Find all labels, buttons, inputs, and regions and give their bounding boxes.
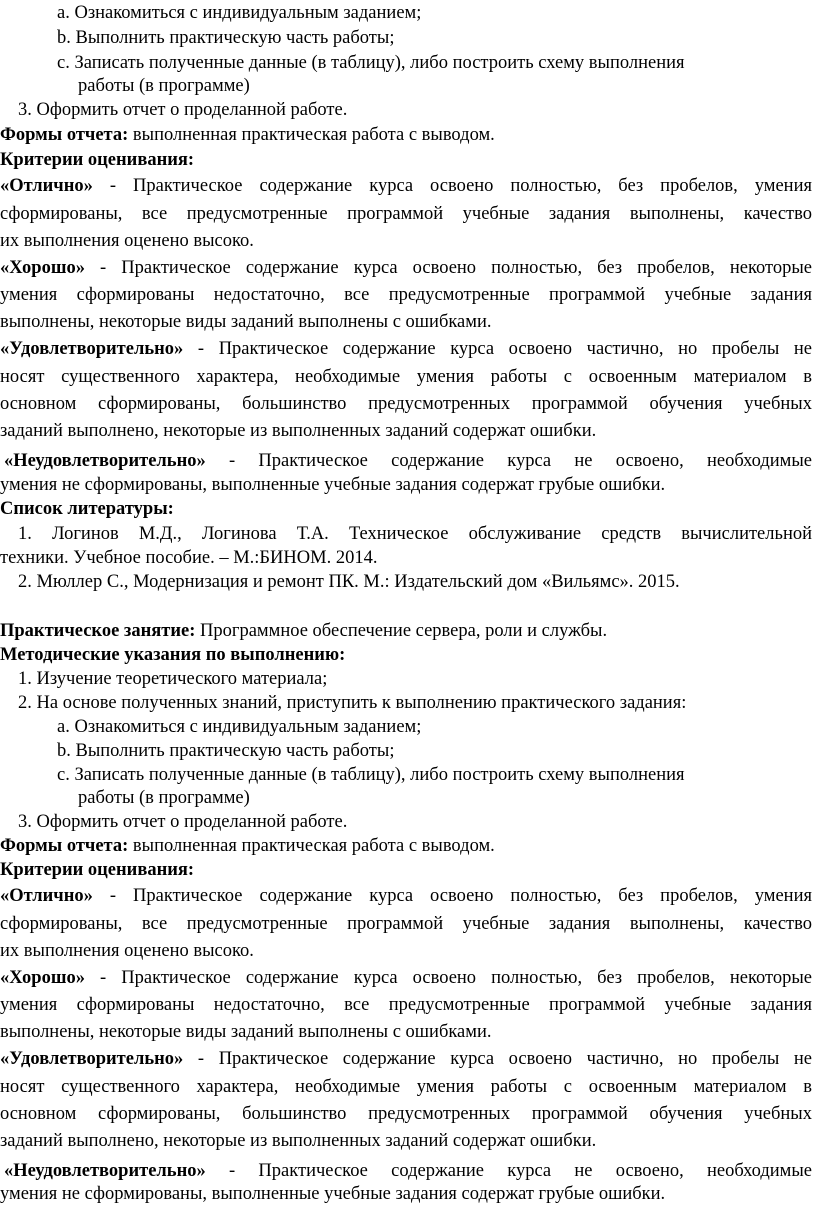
list-subitem-c-continued: работы (в программе) <box>78 76 250 96</box>
list-subitem-b: b. Выполнить практическую часть работы; <box>57 741 395 761</box>
criteria-satisfactory-line-3: основном сформированы, большинство предусмотренных программой обучения учебных <box>0 394 812 414</box>
list-item-1: 1. Изучение теоретического материала; <box>18 669 328 689</box>
criteria-excellent-line-2: сформированы, все предусмотренные программой учебные задания выполнены, качество <box>0 914 812 934</box>
criteria-satisfactory-line-1: «Удовлетворительно» - Практическое содержание курса освоено частично, но пробелы не <box>0 1049 812 1069</box>
criteria-satisfactory-line-4: заданий выполнено, некоторые из выполненных заданий содержат ошибки. <box>0 421 597 441</box>
criteria-unsatisfactory-line-1: «Неудовлетворительно» - Практическое содержание курса не освоено, необходимые <box>4 451 812 471</box>
criteria-satisfactory-line-2: носят существенного характера, необходимые умения работы с освоенным материалом в <box>0 367 812 387</box>
criteria-excellent-label: «Отлично» <box>0 176 93 196</box>
criteria-unsatisfactory-line-2: умения не сформированы, выполненные учебные задания содержат грубые ошибки. <box>0 475 666 495</box>
criteria-satisfactory-label: «Удовлетворительно» <box>0 339 184 359</box>
list-subitem-a: a. Ознакомиться с индивидуальным заданием; <box>57 717 422 737</box>
report-forms <box>0 124 495 146</box>
report-forms <box>0 835 495 857</box>
criteria-excellent-line-1: «Отлично» - Практическое содержание курса освоено полностью, без пробелов, умения <box>0 176 812 196</box>
criteria-unsatisfactory-label: «Неудовлетворительно» <box>4 451 206 471</box>
criteria-heading: Критерии оценивания: <box>0 150 195 170</box>
criteria-unsatisfactory-line-1: «Неудовлетворительно» - Практическое содержание курса не освоено, необходимые <box>4 1161 812 1181</box>
method-heading: Методические указания по выполнению: <box>0 645 346 665</box>
criteria-excellent-line-3: их выполнения оценено высоко. <box>0 231 254 251</box>
criteria-satisfactory-line-2: носят существенного характера, необходимые умения работы с освоенным материалом в <box>0 1077 812 1097</box>
criteria-good-line-1: «Хорошо» - Практическое содержание курса освоено полностью, без пробелов, некоторые <box>0 968 812 988</box>
list-item-3: 3. Оформить отчет о проделанной работе. <box>18 100 348 120</box>
criteria-satisfactory-line-3: основном сформированы, большинство предусмотренных программой обучения учебных <box>0 1104 812 1124</box>
list-subitem-a: a. Ознакомиться с индивидуальным заданием; <box>57 3 422 23</box>
practice-title-text: Программное обеспечение сервера, роли и службы. <box>195 621 608 641</box>
report-forms-text: выполненная практическая работа с выводом. <box>128 836 495 856</box>
list-item-2: 2. На основе полученных знаний, приступить к выполнению практического задания: <box>18 693 687 713</box>
practice-title <box>0 620 607 642</box>
criteria-unsatisfactory-label: «Неудовлетворительно» <box>4 1161 206 1181</box>
criteria-good-label: «Хорошо» <box>0 968 85 988</box>
list-item-3: 3. Оформить отчет о проделанной работе. <box>18 812 348 832</box>
criteria-good-line-3: выполнены, некоторые виды заданий выполнены с ошибками. <box>0 312 492 332</box>
list-subitem-c: c. Записать полученные данные (в таблицу), либо построить схему выполнения <box>57 765 685 785</box>
report-forms-label: Формы отчета: <box>0 125 129 145</box>
list-subitem-b: b. Выполнить практическую часть работы; <box>57 28 395 48</box>
criteria-satisfactory-line-1: «Удовлетворительно» - Практическое содержание курса освоено частично, но пробелы не <box>0 339 812 359</box>
criteria-satisfactory-label: «Удовлетворительно» <box>0 1049 184 1069</box>
criteria-good-line-1: «Хорошо» - Практическое содержание курса освоено полностью, без пробелов, некоторые <box>0 258 812 278</box>
literature-heading: Список литературы: <box>0 499 174 519</box>
literature-item-2: 2. Мюллер С., Модернизация и ремонт ПК. М.: Издательский дом «Вильямс». 2015. <box>18 572 680 592</box>
list-subitem-c: c. Записать полученные данные (в таблицу), либо построить схему выполнения <box>57 53 685 73</box>
criteria-excellent-label: «Отлично» <box>0 886 93 906</box>
criteria-excellent-line-3: их выполнения оценено высоко. <box>0 941 254 961</box>
literature-item-1-continued: техники. Учебное пособие. – М.:БИНОМ. 2014. <box>0 548 378 568</box>
criteria-satisfactory-line-4: заданий выполнено, некоторые из выполненных заданий содержат ошибки. <box>0 1131 597 1151</box>
literature-item-1: 1. Логинов М.Д., Логинова Т.А. Техническое обслуживание средств вычислительной <box>18 524 812 544</box>
criteria-good-line-3: выполнены, некоторые виды заданий выполнены с ошибками. <box>0 1022 492 1042</box>
list-subitem-c-continued: работы (в программе) <box>78 788 250 808</box>
criteria-excellent-line-2: сформированы, все предусмотренные программой учебные задания выполнены, качество <box>0 204 812 224</box>
criteria-good-line-2: умения сформированы недостаточно, все предусмотренные программой учебные задания <box>0 285 812 305</box>
criteria-unsatisfactory-line-2: умения не сформированы, выполненные учебные задания содержат грубые ошибки. <box>0 1184 666 1204</box>
practice-title-label: Практическое занятие: <box>0 621 196 641</box>
criteria-heading: Критерии оценивания: <box>0 860 195 880</box>
criteria-excellent-line-1: «Отлично» - Практическое содержание курса освоено полностью, без пробелов, умения <box>0 886 812 906</box>
criteria-good-line-2: умения сформированы недостаточно, все предусмотренные программой учебные задания <box>0 995 812 1015</box>
criteria-good-label: «Хорошо» <box>0 258 85 278</box>
report-forms-label: Формы отчета: <box>0 836 129 856</box>
report-forms-text: выполненная практическая работа с выводом. <box>128 125 495 145</box>
